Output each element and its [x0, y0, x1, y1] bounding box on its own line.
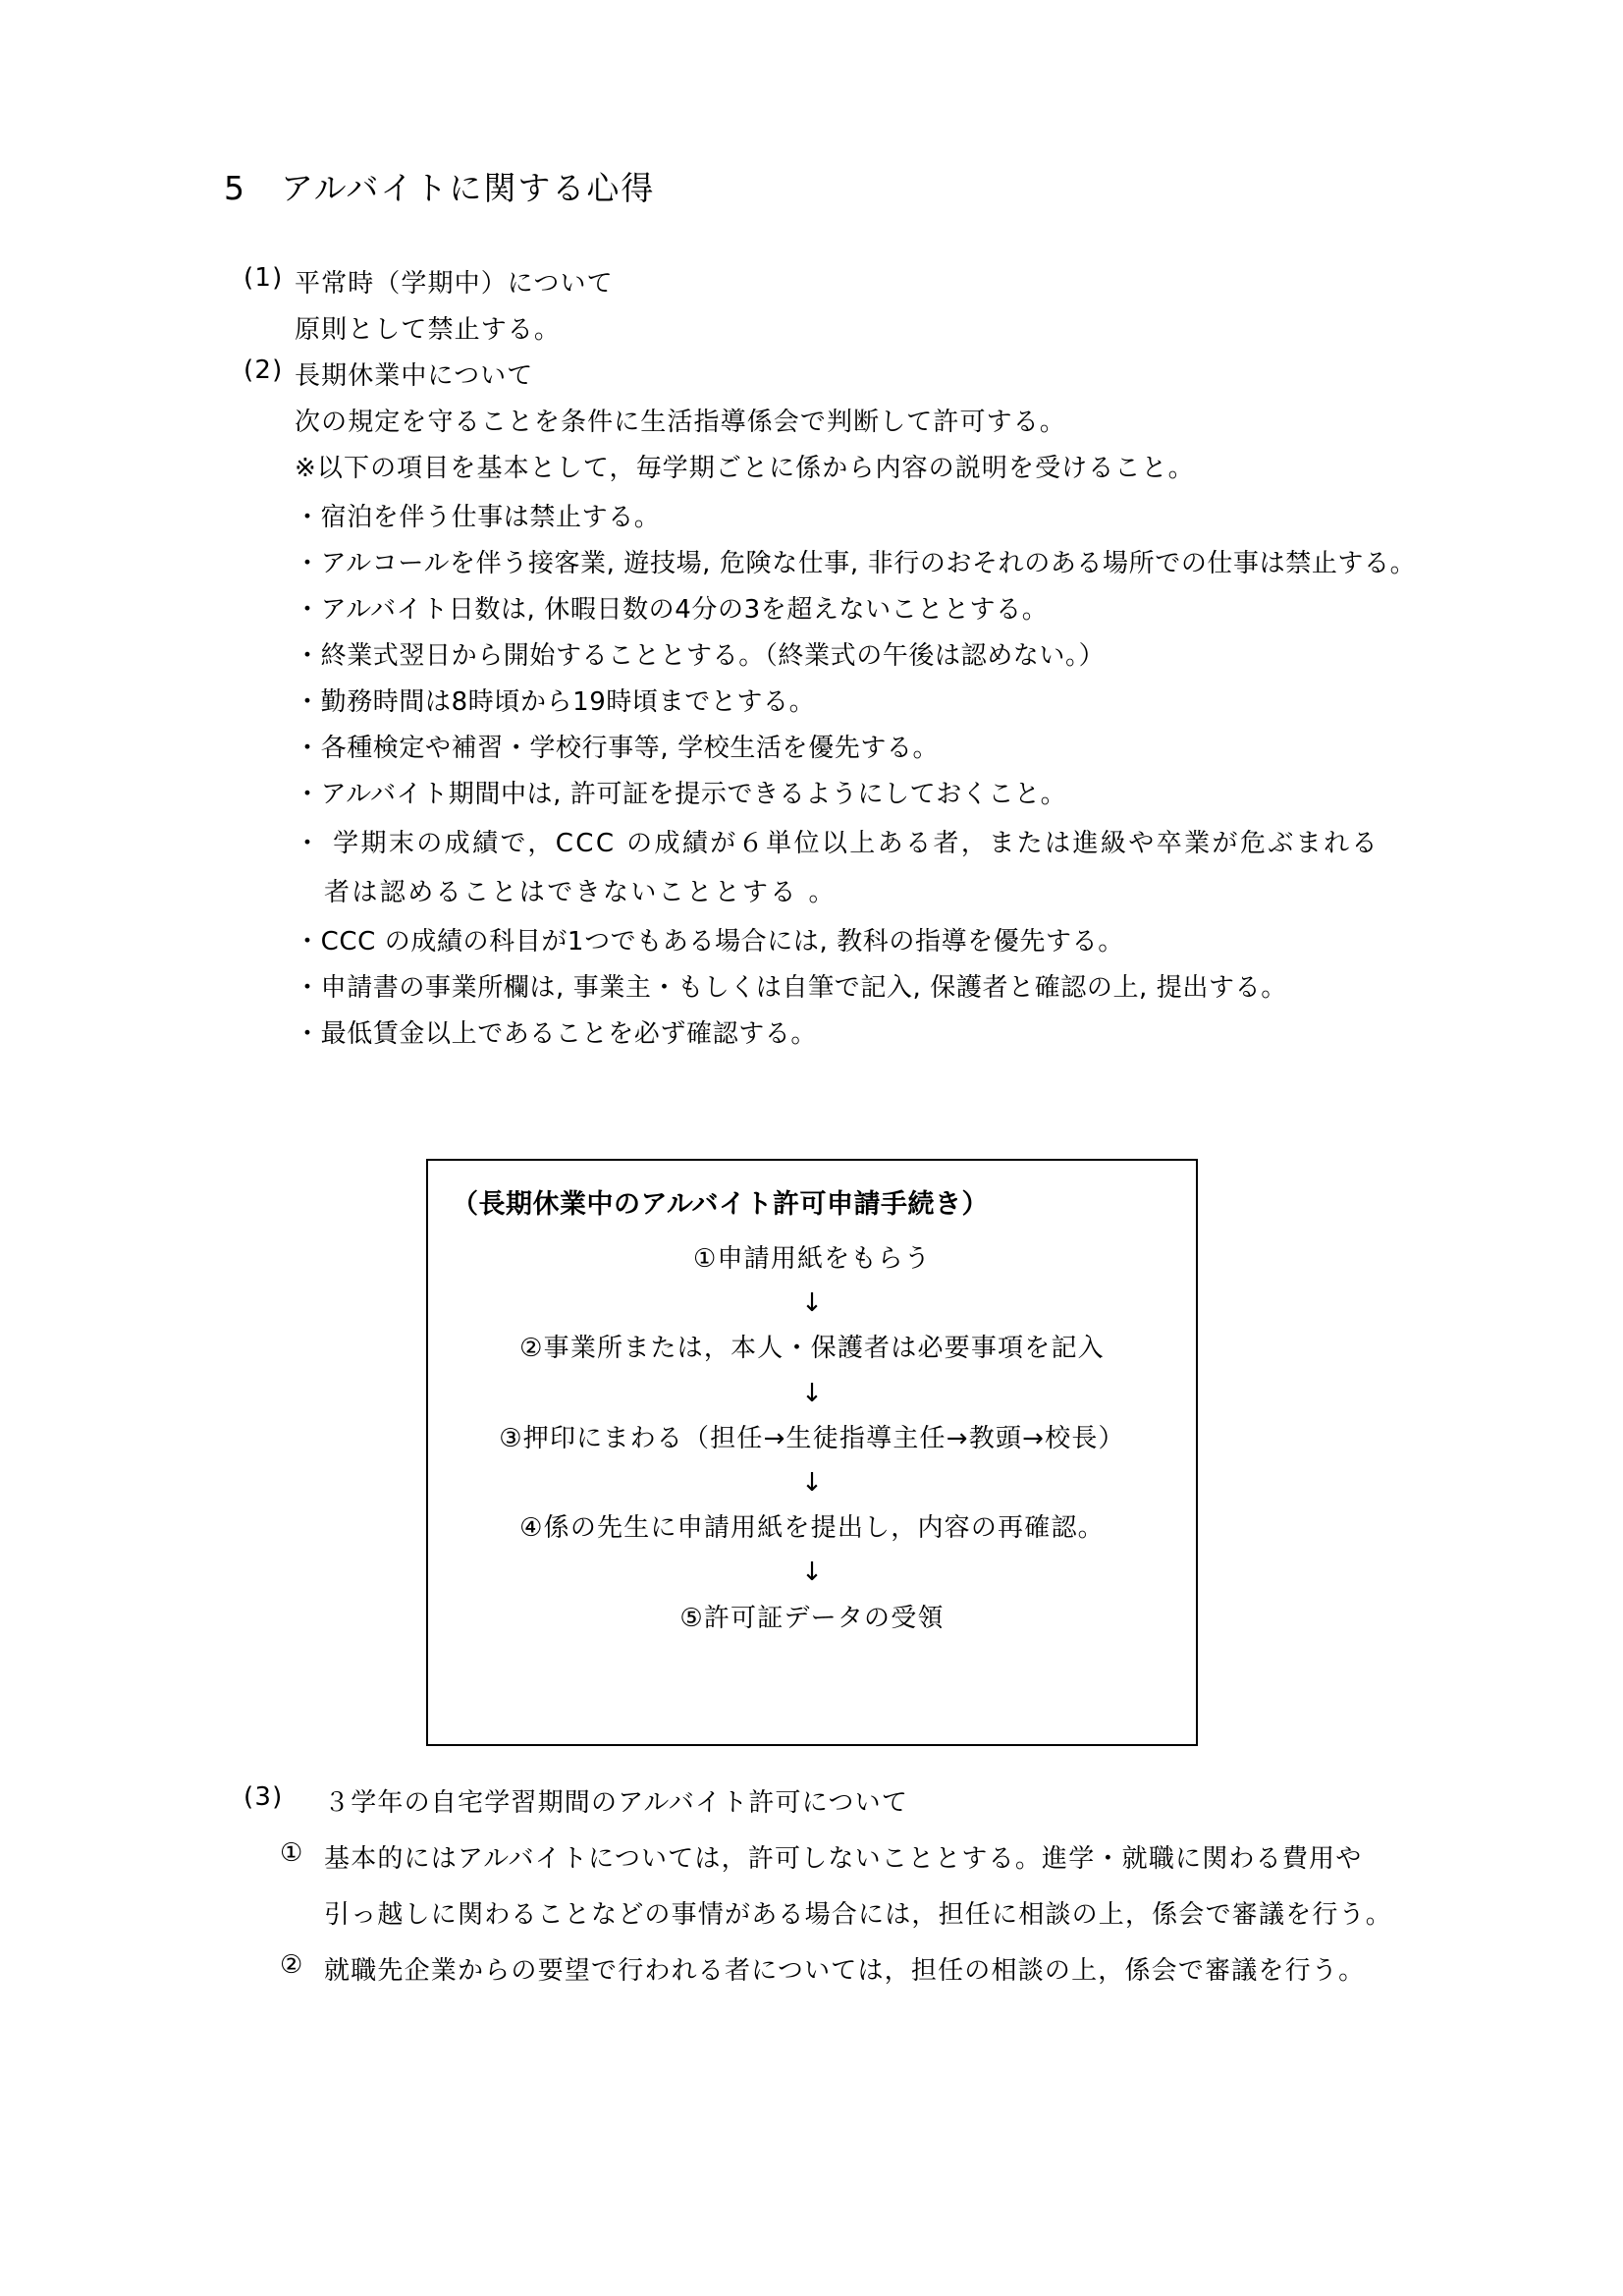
section-2-line-2: ※以下の項目を基本として，毎学期ごとに係から内容の説明を受けること。 — [295, 454, 1195, 483]
bullet-item-ccc-credits-line-1: ・ 学期末の成績で，CCC の成績が６単位以上ある者，または進級や卒業が危ぶまれる — [295, 829, 1380, 858]
bullet-item: ・各種検定や補習・学校行事等, 学校生活を優先する。 — [295, 734, 940, 763]
section-1-heading: 平常時（学期中）について — [295, 269, 614, 299]
flow-step-2: ②事業所または，本人・保護者は必要事項を記入 — [519, 1334, 1105, 1364]
section-3-item-2-marker: ② — [280, 1950, 304, 1980]
page-title: 5 アルバイトに関する心得 — [224, 169, 656, 207]
bullet-item: ・アルバイト期間中は, 許可証を提示できるようにしておくこと。 — [295, 780, 1067, 809]
flow-steps-list — [428, 1241, 1196, 1634]
section-2-heading: 長期休業中について — [295, 361, 534, 391]
bullet-item: ・宿泊を伴う仕事は禁止する。 — [295, 503, 661, 532]
down-arrow-icon: ↓ — [801, 1378, 823, 1408]
application-procedure-box — [426, 1159, 1198, 1746]
section-3-label: (3) — [243, 1782, 284, 1812]
flow-box-title: （長期休業中のアルバイト許可申請手続き） — [452, 1189, 990, 1220]
down-arrow-icon: ↓ — [801, 1558, 823, 1588]
bullet-item: ・最低賃金以上であることを必ず確認する。 — [295, 1019, 818, 1049]
flow-step-4: ④係の先生に申請用紙を提出し，内容の再確認。 — [519, 1513, 1105, 1544]
bullet-item: ・終業式翌日から開始することとする。（終業式の午後は認めない。） — [295, 641, 1106, 671]
bullet-item: ・アルコールを伴う接客業, 遊技場, 危険な仕事, 非行のおそれのある場所での仕事は禁止する。 — [295, 549, 1417, 578]
down-arrow-icon: ↓ — [801, 1288, 823, 1319]
section-3-item-1-line-1: 基本的にはアルバイトについては，許可しないこととする。進学・就職に関わる費用や — [324, 1844, 1363, 1874]
bullet-item: ・勤務時間は8時頃から19時頃までとする。 — [295, 687, 816, 717]
down-arrow-icon: ↓ — [801, 1467, 823, 1498]
section-1-line-1: 原則として禁止する。 — [295, 315, 562, 345]
bullet-item: ・CCC の成績の科目が1つでもある場合には, 教科の指導を優先する。 — [295, 927, 1124, 957]
bullet-item-ccc-credits-line-2: 者は認めることはできないこととする 。 — [324, 878, 837, 907]
bullet-item: ・申請書の事業所欄は, 事業主・もしくは自筆で記入, 保護者と確認の上, 提出する。 — [295, 973, 1287, 1003]
flow-step-3: ③押印にまわる（担任→生徒指導主任→教頭→校長） — [499, 1423, 1125, 1453]
section-2-line-1: 次の規定を守ることを条件に生活指導係会で判断して許可する。 — [295, 408, 1066, 437]
section-1-label: (1) — [243, 263, 284, 293]
section-2-label: (2) — [243, 355, 284, 385]
section-3-item-1-marker: ① — [280, 1838, 304, 1868]
section-3-heading: ３学年の自宅学習期間のアルバイト許可について — [324, 1788, 909, 1818]
flow-step-5: ⑤許可証データの受領 — [679, 1603, 945, 1633]
section-3-item-2-line-1: 就職先企業からの要望で行われる者については，担任の相談の上，係会で審議を行う。 — [324, 1956, 1366, 1986]
section-3-item-1-line-2: 引っ越しに関わることなどの事情がある場合には，担任に相談の上，係会で審議を行う。 — [324, 1900, 1393, 1930]
flow-step-1: ①申請用紙をもらう — [692, 1244, 932, 1274]
bullet-item: ・アルバイト日数は, 休暇日数の4分の3を超えないこととする。 — [295, 595, 1049, 625]
